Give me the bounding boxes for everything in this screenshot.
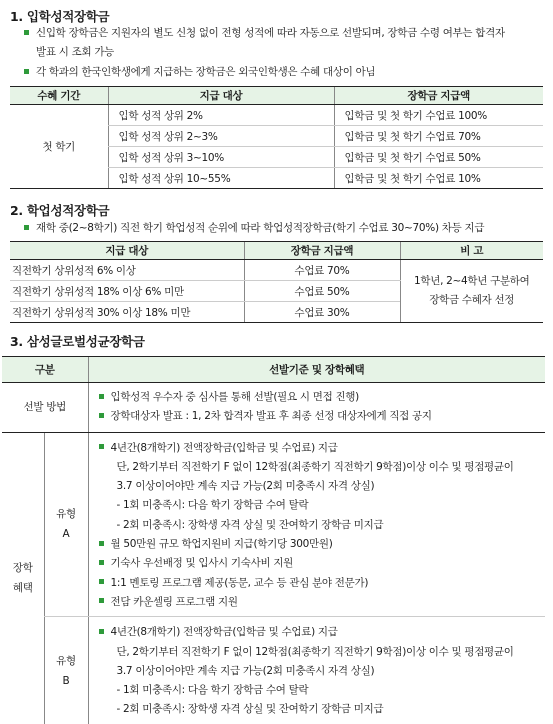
type-a-label: 유형 A	[44, 432, 88, 617]
amount-cell: 입학금 및 첫 학기 수업료 70%	[334, 126, 543, 147]
table-row	[10, 105, 543, 126]
list-item: - 1회 미충족시: 다음 학기 장학금 수여 탈락	[116, 684, 309, 697]
amount-cell: 입학금 및 첫 학기 수업료 50%	[334, 147, 543, 168]
table-header-row	[10, 242, 543, 260]
amount-cell: 입학금 및 첫 학기 수업료 10%	[334, 168, 543, 189]
section1-title: 1. 입학성적장학금	[10, 9, 110, 24]
academic-scholarship-table	[10, 241, 543, 323]
selection-row	[2, 383, 545, 433]
entrance-scholarship-table	[10, 86, 543, 189]
header-category: 구분	[2, 357, 88, 383]
table-header-row	[2, 357, 545, 383]
list-item: - 2회 미충족시: 장학생 자격 상실 및 잔여학기 장학금 미지급	[116, 703, 384, 716]
list-item: 기숙사 우선배정 및 입사시 기숙사비 지원	[99, 554, 540, 573]
list-item: 1:1 멘토링 프로그램 제공(동문, 교수 등 관심 분야 전문가)	[99, 574, 540, 593]
period-cell: 첫 학기	[10, 105, 108, 189]
list-item: 4년간(8개학기) 전액장학금(입학금 및 수업료) 지급	[99, 439, 540, 458]
target-cell: 직전학기 상위성적 6% 이상	[10, 260, 244, 281]
header-amount: 장학금 지급액	[244, 242, 400, 260]
amount-cell: 수업료 70%	[244, 260, 400, 281]
target-cell: 입학 성적 상위 2%	[108, 105, 334, 126]
list-item: 3.7 이상이어야만 계속 지급 가능(2회 미충족시 자격 상실)	[116, 664, 375, 677]
selection-cell	[88, 383, 545, 433]
header-note: 비 고	[400, 242, 543, 260]
header-target: 지급 대상	[108, 87, 334, 105]
table-header-row	[10, 87, 543, 105]
bullet-square-icon	[24, 30, 29, 35]
type-a-cell	[88, 432, 545, 617]
note-cell: 1학년, 2~4학년 구분하여 장학금 수혜자 선정	[400, 260, 543, 323]
target-cell: 입학 성적 상위 10~55%	[108, 168, 334, 189]
section1-bullet-2: 각 학과의 한국인학생에게 지급하는 장학금은 외국인학생은 수혜 대상이 아님	[24, 63, 375, 82]
list-item: 입학성적 우수자 중 심사를 통해 선발(필요 시 면접 진행)	[99, 388, 540, 407]
benefit-label: 장학 혜택	[12, 562, 33, 595]
list-item: - 2회 미충족시: 장학생 자격 상실 및 잔여학기 장학금 미지급	[116, 518, 384, 531]
list-item: 월 50만원 규모 학업지원비 지급(학기당 300만원)	[99, 535, 540, 554]
bullet-square-icon	[99, 579, 104, 584]
type-b-label: 유형 B	[44, 617, 88, 724]
target-cell: 직전학기 상위성적 30% 이상 18% 미만	[10, 302, 244, 323]
header-criteria: 선발기준 및 장학혜택	[88, 357, 545, 383]
list-item: 단, 2학기부터 직전학기 F 없이 12학점(최종학기 직전학기 9학점)이상 이수 및 평점평균이	[116, 645, 514, 658]
amount-cell: 수업료 50%	[244, 281, 400, 302]
list-item: 장학대상자 발표 : 1, 2차 합격자 발표 후 최종 선정 대상자에게 직접 공지	[99, 407, 540, 426]
samsung-scholarship-table	[2, 356, 545, 724]
section2-bullet: 재학 중(2~8학기) 직전 학기 학업성적 순위에 따라 학업성적장학금(학기 수업료 30~70%) 차등 지급	[24, 219, 484, 238]
header-period: 수혜 기간	[10, 87, 108, 105]
target-cell: 직전학기 상위성적 18% 이상 6% 미만	[10, 281, 244, 302]
header-amount: 장학금 지급액	[334, 87, 543, 105]
bullet-square-icon	[99, 598, 104, 603]
list-item: 단, 2학기부터 직전학기 F 없이 12학점(최종학기 직전학기 9학점)이상 이수 및 평점평균이	[116, 460, 514, 473]
bullet-square-icon	[99, 444, 104, 449]
bullet-square-icon	[99, 413, 104, 418]
list-item: - 1회 미충족시: 다음 학기 장학금 수여 탈락	[116, 499, 309, 512]
section1-bullet-1: 신입학 장학금은 지원자의 별도 신청 없이 전형 성적에 따라 자동으로 선발되며, 장학금 수령 여부는 합격자	[24, 24, 505, 43]
list-item: 3.7 이상이어야만 계속 지급 가능(2회 미충족시 자격 상실)	[116, 480, 375, 493]
table-row	[10, 260, 543, 281]
type-b-cell	[88, 617, 545, 724]
section1-bullet-1-cont: 발표 시 조회 가능	[36, 46, 115, 58]
section2-title: 2. 학업성적장학금	[10, 203, 110, 218]
section3-title: 3. 삼성글로벌성균장학금	[10, 334, 145, 349]
amount-cell: 입학금 및 첫 학기 수업료 100%	[334, 105, 543, 126]
list-item: 4년간(8개학기) 전액장학금(입학금 및 수업료) 지급	[99, 623, 540, 642]
selection-label: 선발 방법	[2, 383, 88, 433]
amount-cell: 수업료 30%	[244, 302, 400, 323]
type-b-row	[2, 617, 545, 724]
bullet-square-icon	[99, 629, 104, 634]
target-cell: 입학 성적 상위 3~10%	[108, 147, 334, 168]
bullet-square-icon	[99, 560, 104, 565]
type-a-row	[2, 432, 545, 617]
bullet-square-icon	[24, 225, 29, 230]
bullet-square-icon	[99, 394, 104, 399]
list-item: 전담 카운셀링 프로그램 지원	[99, 593, 540, 612]
header-target: 지급 대상	[10, 242, 244, 260]
bullet-square-icon	[24, 69, 29, 74]
target-cell: 입학 성적 상위 2~3%	[108, 126, 334, 147]
bullet-square-icon	[99, 541, 104, 546]
